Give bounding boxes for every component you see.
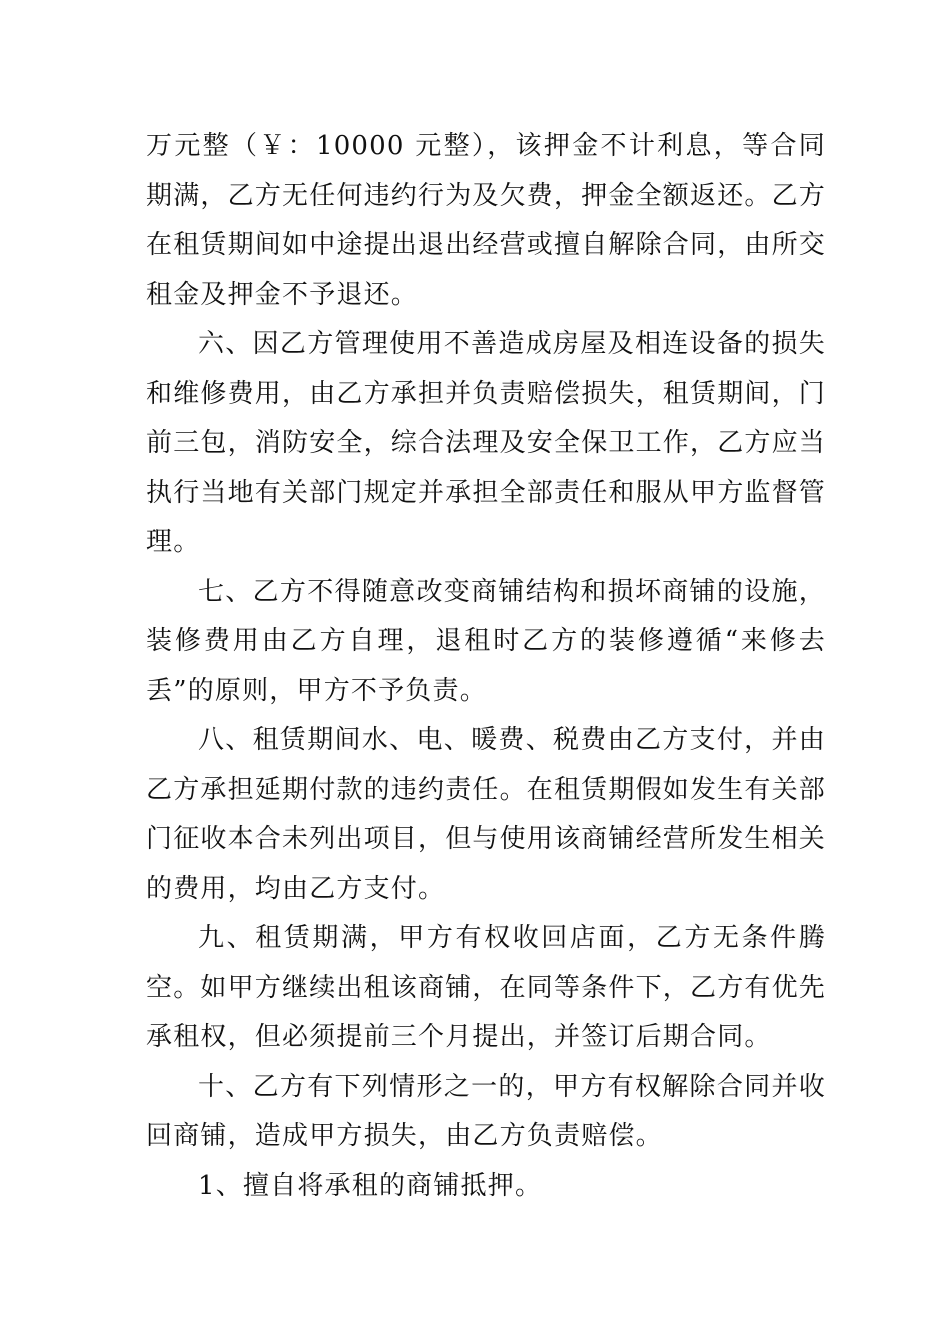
paragraph-clause-10-item-1: 1、擅自将承租的商铺抵押。 — [198, 1170, 543, 1201]
document-body — [146, 122, 826, 1211]
paragraph-clause-7: 七、乙方不得随意改变商铺结构和损坏商铺的设施，装修费用由乙方自理，退租时乙方的装修遵循“来修去丢”的原则，甲方不予负责。 — [146, 576, 826, 706]
paragraph-deposit-terms: 万元整（￥：10000 元整），该押金不计利息，等合同期满，乙方无任何违约行为及欠费，押金全额返还。乙方在租赁期间如中途提出退出经营或擅自解除合同，由所交租金及押金不予退还。 — [146, 131, 827, 310]
paragraph-clause-10: 十、乙方有下列情形之一的，甲方有权解除合同并收回商铺，造成甲方损失，由乙方负责赔偿。 — [146, 1071, 826, 1151]
paragraph-clause-6: 六、因乙方管理使用不善造成房屋及相连设备的损失和维修费用，由乙方承担并负责赔偿损失，租赁期间，门前三包，消防安全，综合法理及安全保卫工作，乙方应当执行当地有关部门规定并承担全部责任和服从甲方监督管理。 — [146, 329, 827, 557]
paragraph-clause-9: 九、租赁期满，甲方有权收回店面，乙方无条件腾空。如甲方继续出租该商铺，在同等条件下，乙方有优先承租权，但必须提前三个月提出，并签订后期合同。 — [146, 923, 827, 1052]
paragraph-clause-8: 八、租赁期间水、电、暖费、税费由乙方支付，并由乙方承担延期付款的违约责任。在租赁期假如发生有关部门征收本合未列出项目，但与使用该商铺经营所发生相关的费用，均由乙方支付。 — [146, 725, 827, 904]
